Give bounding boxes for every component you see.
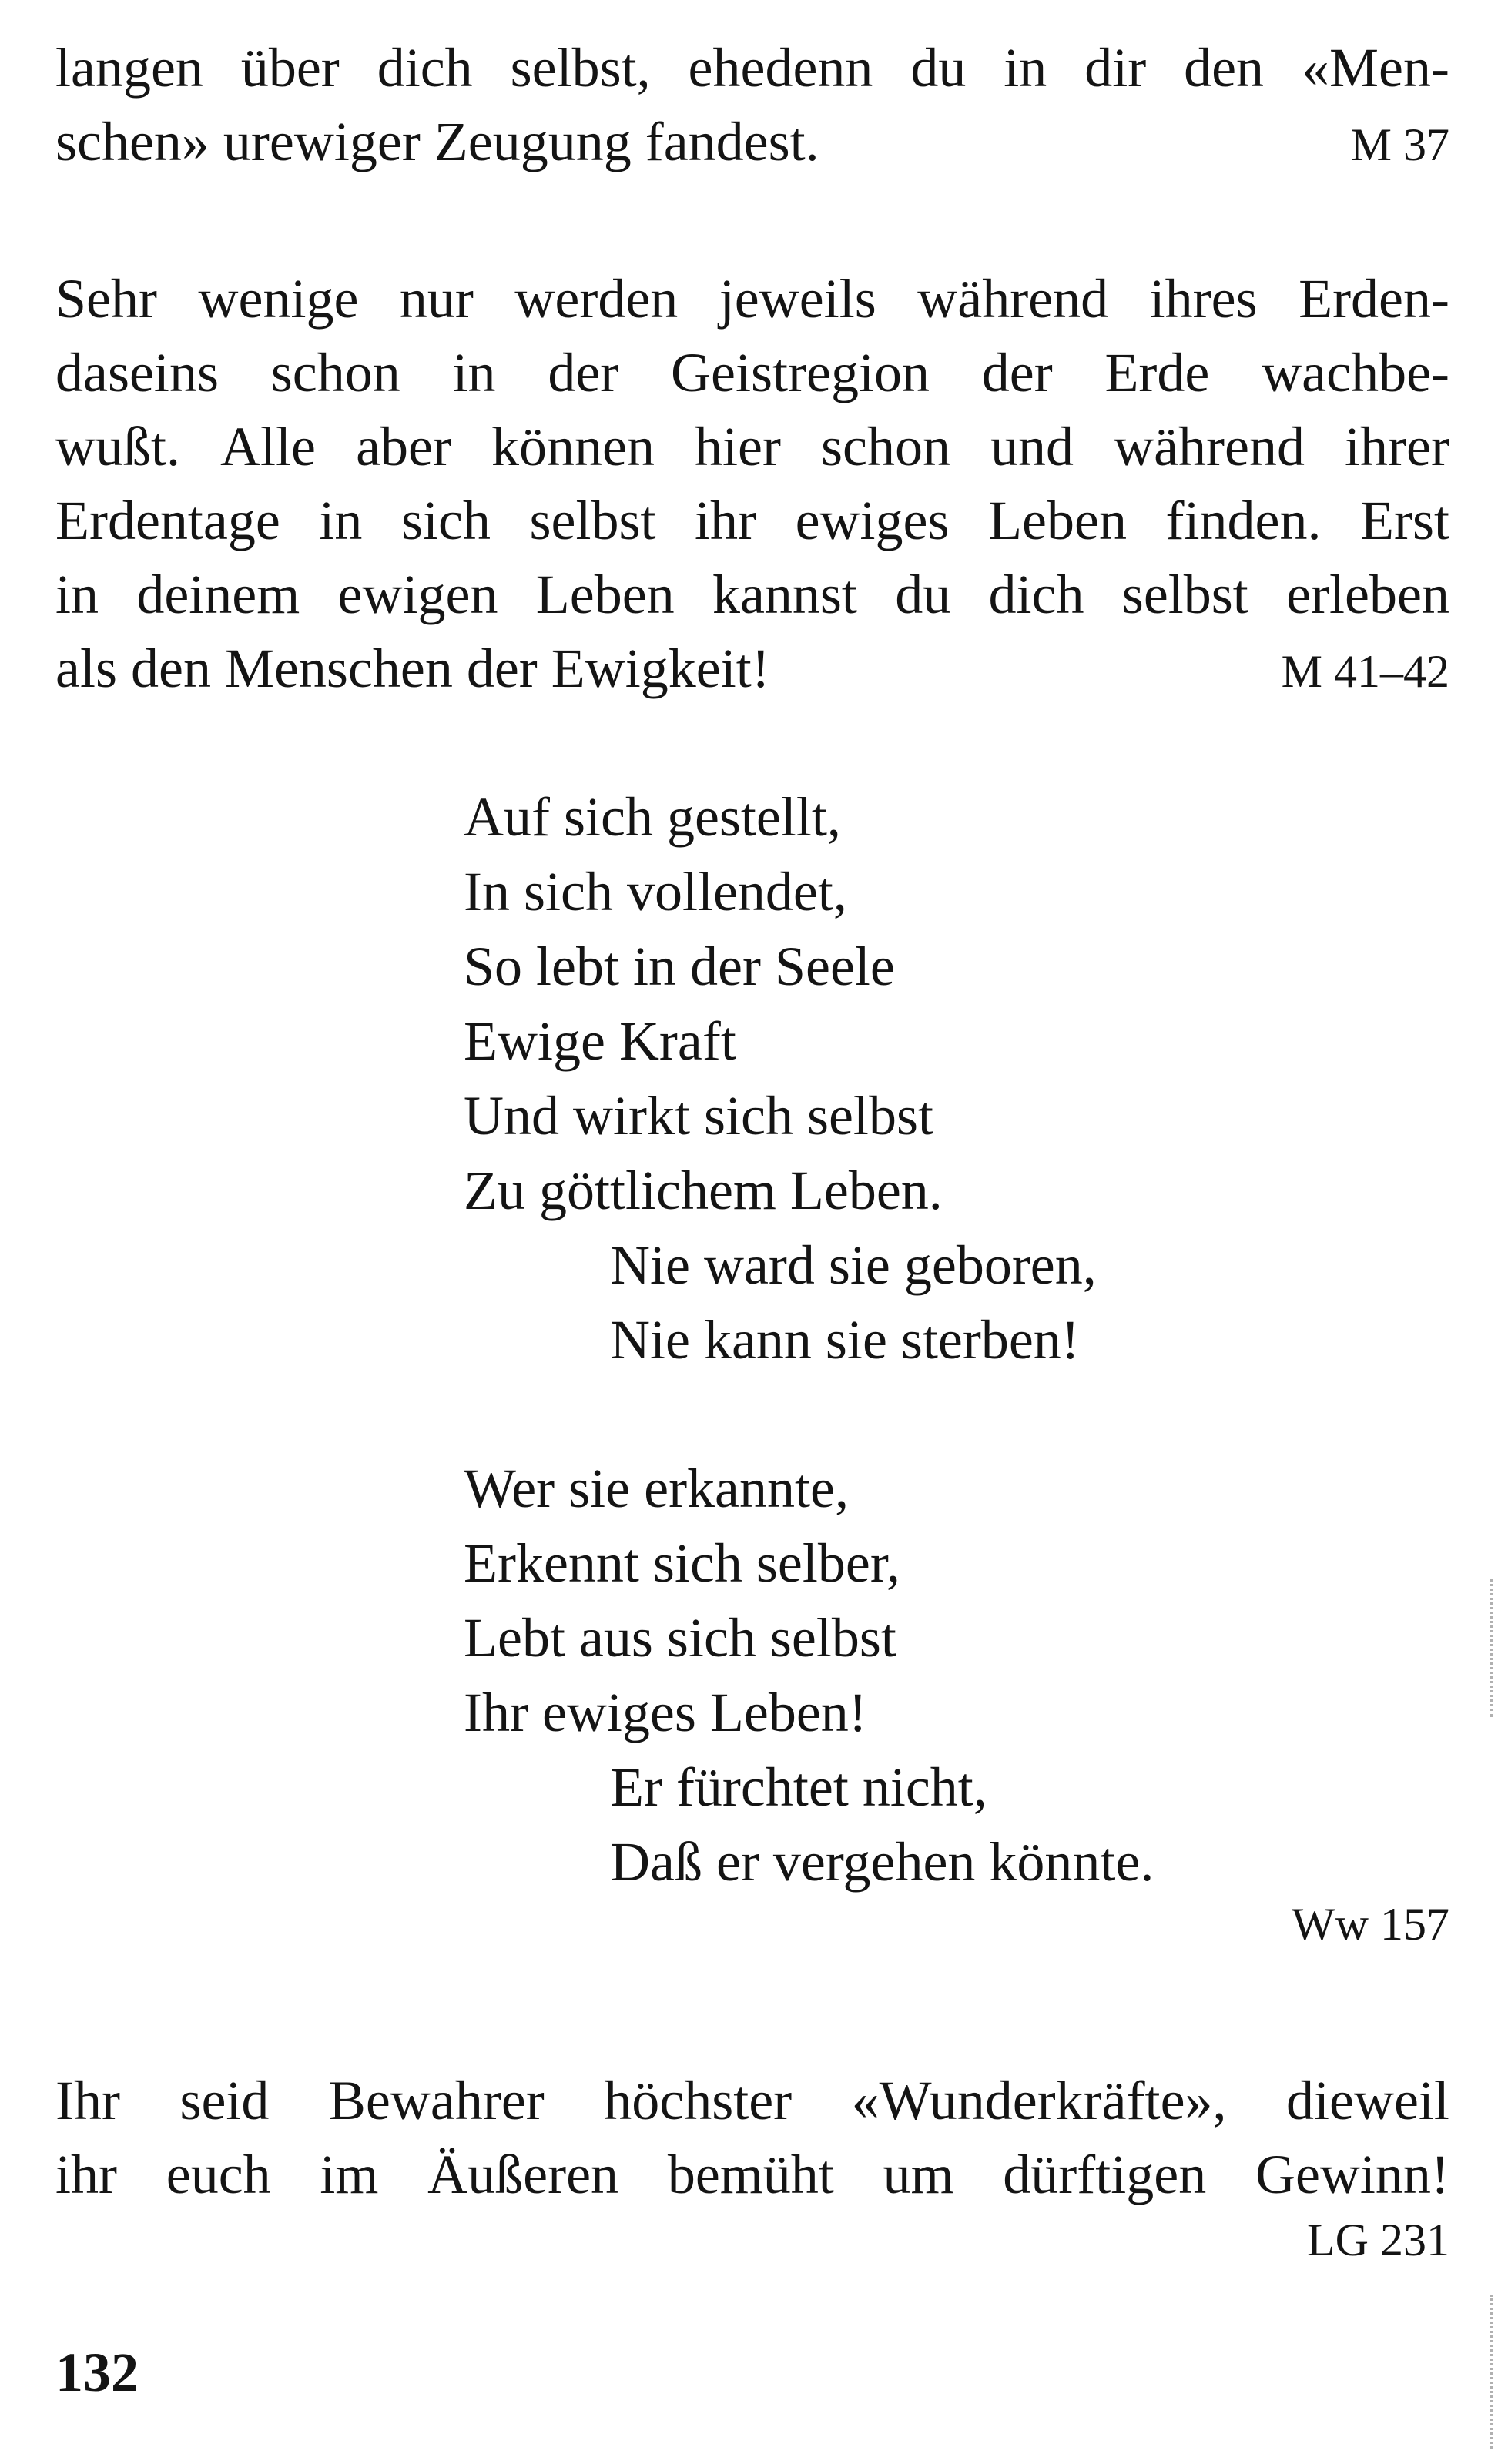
paragraph-2-line-2: daseins schon in der Geistregion der Erde wachbe- (55, 342, 1449, 403)
paragraph-3-line-1: Ihr seid Bewahrer höchster «Wunderkräfte», dieweil (55, 2070, 1449, 2131)
paragraph-1 (55, 31, 1449, 182)
poem-line: Auf sich gestellt, (464, 786, 841, 848)
poem-line: Lebt aus sich selbst (464, 1607, 896, 1669)
paragraph-3-line-2: ihr euch im Äußeren bemüht um dürftigen Gewinn! (55, 2144, 1449, 2205)
paragraph-1-line-2: schen» urewiger Zeugung fandest. (55, 111, 819, 172)
page-number: 132 (55, 2342, 139, 2403)
poem-stanza-2 (464, 1451, 1154, 1900)
scan-artifact (1486, 2295, 1493, 2449)
poem-line: Zu göttlichem Leben. (464, 1160, 943, 1221)
poem-line-indented: Daß er vergehen könnte. (610, 1831, 1154, 1893)
paragraph-2-line-5: in deinem ewigen Leben kannst du dich selbst erleben (55, 564, 1449, 625)
paragraph-3 (55, 2064, 1449, 2211)
paragraph-2-line-6: als den Menschen der Ewigkeit! (55, 638, 770, 699)
poem-line: Ewige Kraft (464, 1010, 736, 1072)
paragraph-2-line-4: Erdentage in sich selbst ihr ewiges Leben finden. Erst (55, 490, 1449, 551)
poem-line: In sich vollendet, (464, 861, 847, 922)
paragraph-2-line-1: Sehr wenige nur werden jeweils während ihres Erden- (55, 268, 1449, 330)
poem-line-indented: Nie kann sie sterben! (610, 1309, 1080, 1371)
paragraph-1-last-line (55, 105, 1449, 182)
reference-m37: M 37 (1350, 119, 1449, 170)
poem-line: Erkennt sich selber, (464, 1532, 900, 1594)
poem-line: Ihr ewiges Leben! (464, 1682, 867, 1743)
reference-lg231: LG 231 (1307, 2215, 1449, 2265)
scan-artifact (1486, 1578, 1493, 1717)
poem-line-indented: Nie ward sie geboren, (610, 1234, 1097, 1296)
paragraph-2-line-3: wußt. Alle aber können hier schon und während ihrer (55, 416, 1449, 477)
reference-ww157: Ww 157 (1292, 1899, 1449, 1950)
poem-line-indented: Er fürchtet nicht, (610, 1756, 987, 1818)
poem-line: Wer sie erkannte, (464, 1458, 849, 1519)
paragraph-2-last-line (55, 631, 1449, 708)
reference-m41-42: M 41–42 (1281, 646, 1449, 697)
poem-stanza-1 (464, 780, 1097, 1378)
poem-line: Und wirkt sich selbst (464, 1085, 933, 1147)
paragraph-1-line-1: langen über dich selbst, ehedenn du in dir den «Men- (55, 37, 1449, 99)
paragraph-2 (55, 262, 1449, 708)
poem-line: So lebt in der Seele (464, 936, 895, 997)
